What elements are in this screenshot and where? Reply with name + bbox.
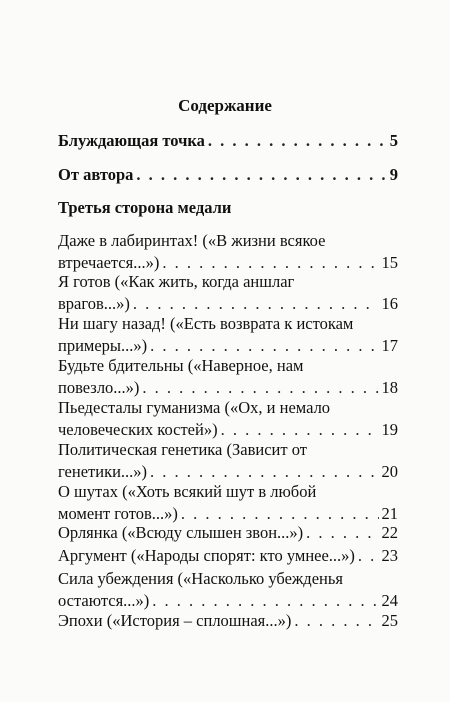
toc-entry — [58, 230, 398, 274]
toc-entry — [58, 568, 398, 612]
toc-entry-title: От автора — [58, 165, 134, 184]
page-number: 16 — [381, 294, 398, 313]
page-number: 25 — [381, 611, 398, 630]
page-number: 5 — [389, 131, 398, 150]
toc-entry-title: Я готов («Как жить, когда аншлаг — [58, 272, 295, 291]
dot-leader — [294, 610, 378, 632]
dot-leader — [142, 377, 378, 399]
toc-entry-title: Орлянка («Всюду слышен звон...») — [58, 523, 304, 542]
toc-entry-title: Сила убеждения («Насколько убежденья — [58, 569, 343, 588]
toc-entry-title: Даже в лабиринтах! («В жизни всякое — [58, 231, 326, 250]
toc-entry-title: Политическая генетика (Зависит от — [58, 440, 307, 459]
dot-leader — [152, 590, 378, 612]
dot-leader — [306, 522, 378, 544]
page-number: 24 — [381, 591, 398, 610]
toc-entry — [58, 481, 398, 525]
dot-leader — [208, 130, 387, 152]
toc-entry-title-cont: примеры...») — [58, 336, 148, 355]
toc-entry-title-cont: генетики...») — [58, 462, 148, 481]
dot-leader — [221, 419, 379, 441]
toc-entry — [58, 313, 398, 357]
toc-entry-title-cont: момент готов...») — [58, 504, 178, 523]
toc-entry-title: Эпохи («История – сплошная...») — [58, 611, 292, 630]
dot-leader — [136, 164, 386, 186]
toc-entry — [58, 610, 398, 632]
page-number: 19 — [381, 420, 398, 439]
page-number: 18 — [381, 378, 398, 397]
toc-entry-title-cont: человеческих костей») — [58, 420, 218, 439]
toc-entry-title: Аргумент («Народы спорят: кто умнее...») — [58, 546, 355, 565]
toc-entry — [58, 271, 398, 315]
dot-leader — [150, 335, 378, 357]
page-number: 21 — [381, 504, 398, 523]
page-number: 23 — [381, 546, 398, 565]
page-number: 15 — [381, 253, 398, 272]
page-number: 17 — [381, 336, 398, 355]
dot-leader — [358, 545, 379, 567]
page-number: 9 — [389, 165, 398, 184]
toc-entry — [58, 397, 398, 441]
toc-entry-title: Пьедесталы гуманизма («Ох, и немало — [58, 398, 331, 417]
toc-entry-title: Блуждающая точка — [58, 131, 205, 150]
toc-entry-title-cont: повезло...») — [58, 378, 140, 397]
toc-entry — [58, 545, 398, 567]
toc-entry-title: О шутах («Хоть всякий шут в любой — [58, 482, 317, 501]
toc-entry — [58, 522, 398, 544]
section-heading: Третья сторона медали — [58, 198, 232, 217]
toc-entry — [58, 355, 398, 399]
page-number: 20 — [381, 462, 398, 481]
page-title: Содержание — [178, 96, 272, 115]
toc-entry — [58, 439, 398, 483]
toc-entry-title-cont: врагов...») — [58, 294, 130, 313]
page-number: 22 — [381, 523, 398, 542]
toc-entry-2 — [58, 164, 398, 186]
toc-entry-title: Ни шагу назад! («Есть возврата к истокам — [58, 314, 354, 333]
dot-leader — [150, 461, 378, 483]
toc-entry-title-cont: втречается...») — [58, 253, 160, 272]
toc-entry-title-cont: остаются...») — [58, 591, 150, 610]
dot-leader — [133, 293, 379, 315]
toc-entry-title: Будьте бдительны («Наверное, нам — [58, 356, 304, 375]
toc-entry-1 — [58, 130, 398, 152]
